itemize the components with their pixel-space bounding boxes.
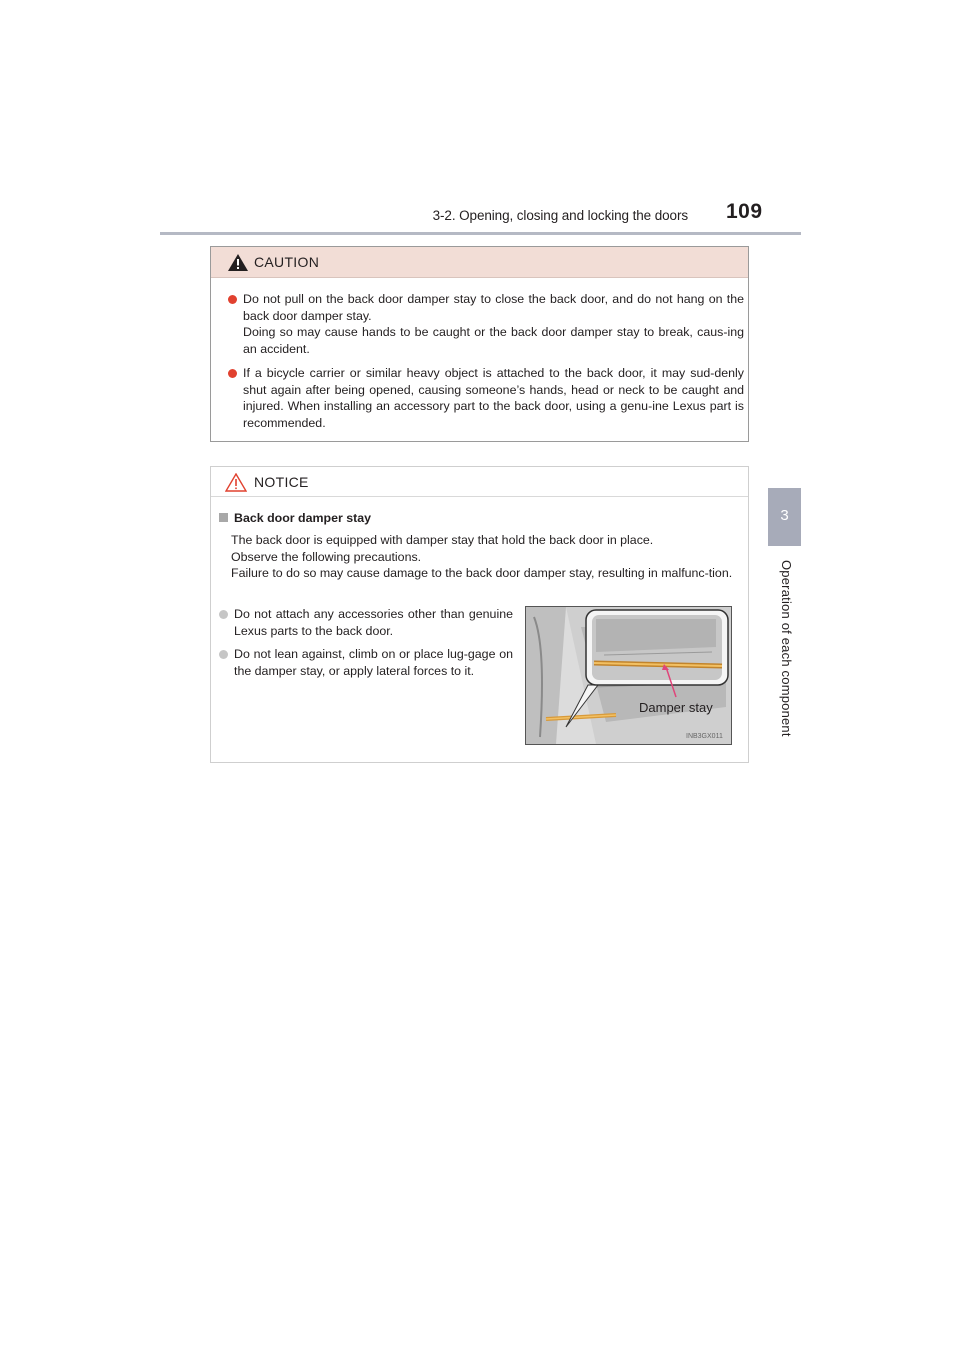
caution-item: [228, 291, 744, 358]
chapter-tab[interactable]: [768, 488, 801, 546]
warning-outline-icon: [225, 473, 247, 492]
header-rule: [160, 232, 801, 235]
caution-header: [211, 247, 748, 278]
chapter-label: Operation of each component: [779, 560, 794, 737]
notice-text: The back door is equipped with damper stay that hold the back door in place. Observe the following precautions. Failure to do so may cause damage to the back door damper stay, resulting in malfunc-tion.: [231, 533, 733, 581]
caution-item-text: If a bicycle carrier or similar heavy object is attached to the back door, it may sud-denly shut again after being opened, causing someone’s hands, head or neck to be caught and injured. When installing an accessory part to the back door, using a genu-ine Lexus part is recommended.: [243, 365, 744, 430]
caution-heading: CAUTION: [254, 254, 320, 270]
notice-subheading: [219, 511, 371, 525]
figure-caption: Damper stay: [639, 700, 713, 715]
bullet-icon: [228, 369, 237, 378]
warning-icon: [228, 254, 248, 271]
bullet-icon: [219, 610, 228, 619]
notice-heading: NOTICE: [254, 474, 309, 490]
chapter-number: 3: [780, 507, 789, 524]
notice-item-text: Do not lean against, climb on or place lug-gage on the damper stay, or apply lateral forces to it.: [234, 647, 513, 679]
bullet-icon: [228, 295, 237, 304]
damper-stay-illustration: [525, 606, 732, 745]
bullet-icon: [219, 650, 228, 659]
section-title: 3-2. Opening, closing and locking the doors: [432, 208, 688, 223]
square-bullet-icon: [219, 513, 228, 522]
caution-item: [228, 365, 744, 432]
notice-list: [219, 606, 513, 687]
page-number: 109: [726, 200, 763, 223]
notice-header: [211, 467, 748, 497]
caution-item-text: Do not pull on the back door damper stay to close the back door, and do not hang on the back door damper stay. Doing so may cause hands to be caught or the back door damper stay to break, caus-ing an accident.: [243, 292, 744, 357]
figure-code: INB3GX011: [686, 733, 723, 740]
notice-subheading-text: Back door damper stay: [234, 511, 372, 525]
notice-item: [219, 606, 513, 639]
notice-item-text: Do not attach any accessories other than genuine Lexus parts to the back door.: [234, 607, 513, 638]
notice-item: [219, 646, 513, 679]
car-cargo-illustration: [526, 607, 731, 744]
caution-list: [228, 291, 744, 439]
caution-box: [210, 246, 749, 442]
